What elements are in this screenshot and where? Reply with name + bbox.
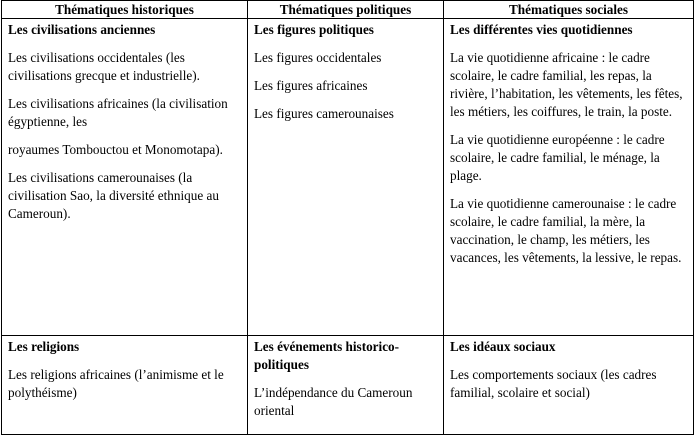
cell-title: Les événements historico-politiques xyxy=(254,339,400,372)
header-politiques: Thématiques politiques xyxy=(248,1,444,19)
cell-paragraph: Les comportements sociaux (les cadres familial, scolaire et social) xyxy=(450,367,657,400)
cell-paragraph: La vie quotidienne camerounaise : le cadre scolaire, le cadre familial, la mère, la vaccination, le champ, les métiers, les vacances, les vêtements, la lessive, le repas. xyxy=(450,196,682,265)
cell-paragraph: L’indépendance du Cameroun oriental xyxy=(254,385,413,418)
table-row xyxy=(2,19,694,336)
thematiques-table xyxy=(1,0,694,435)
cell-civilisations xyxy=(2,19,248,336)
header-row xyxy=(2,1,694,19)
table-row xyxy=(2,336,694,435)
cell-paragraph: Les figures camerounaises xyxy=(254,106,394,121)
cell-paragraph: Les figures occidentales xyxy=(254,50,382,65)
cell-figures-politiques xyxy=(248,19,444,336)
cell-religions xyxy=(2,336,248,435)
cell-paragraph: Les civilisations occidentales (les civilisations grecque et industrielle). xyxy=(8,50,200,83)
cell-paragraph: Les civilisations africaines (la civilisation égyptienne, les xyxy=(8,96,228,129)
cell-paragraph: La vie quotidienne africaine : le cadre scolaire, le cadre familial, les repas, la rivière, l’habitation, les vêtements, les fêtes, les métiers, les coiffures, le train, la poste. xyxy=(450,50,683,119)
cell-paragraph: Les civilisations camerounaises (la civilisation Sao, la diversité ethnique au Cameroun). xyxy=(8,170,219,221)
cell-title: Les figures politiques xyxy=(254,22,374,37)
cell-title: Les idéaux sociaux xyxy=(450,339,556,354)
cell-title: Les religions xyxy=(8,339,80,354)
cell-evenements xyxy=(248,336,444,435)
cell-paragraph: Les religions africaines (l’animisme et le polythéisme) xyxy=(8,367,224,400)
header-historiques: Thématiques historiques xyxy=(2,1,248,19)
cell-title: Les civilisations anciennes xyxy=(8,22,156,37)
header-sociales: Thématiques sociales xyxy=(444,1,694,19)
cell-vies-quotidiennes xyxy=(444,19,694,336)
cell-title: Les différentes vies quotidiennes xyxy=(450,22,633,37)
cell-paragraph: Les figures africaines xyxy=(254,78,368,93)
cell-paragraph: La vie quotidienne européenne : le cadre scolaire, le cadre familial, le ménage, la plage. xyxy=(450,132,665,183)
cell-ideaux-sociaux xyxy=(444,336,694,435)
cell-paragraph: royaumes Tombouctou et Monomotapa). xyxy=(8,142,223,157)
